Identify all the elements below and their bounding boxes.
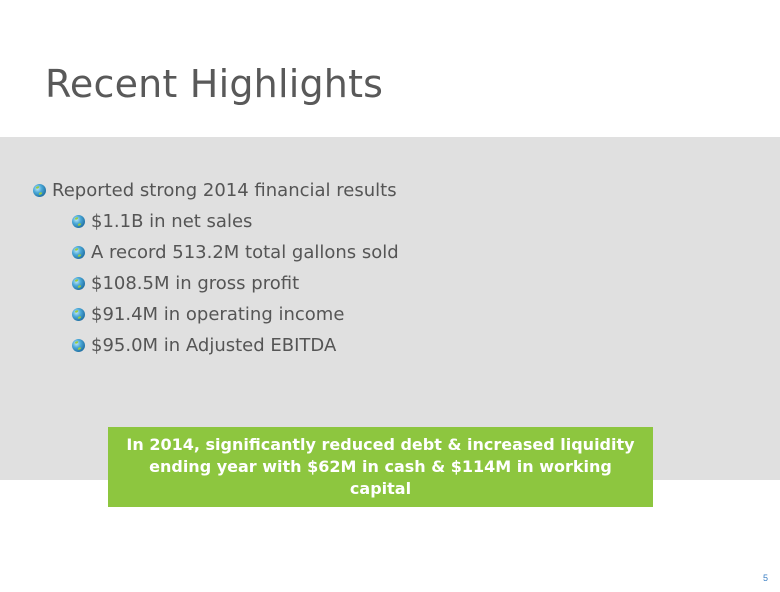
bullet-icon xyxy=(72,339,85,352)
page-number: 5 xyxy=(762,573,768,583)
slide-title: Recent Highlights xyxy=(45,62,384,106)
sub-bullet xyxy=(72,242,399,263)
sub-bullet-text: $1.1B in net sales xyxy=(91,211,253,232)
sub-bullet xyxy=(72,335,336,356)
sub-bullet xyxy=(72,211,252,232)
callout-text: In 2014, significantly reduced debt & increased liquidity ending year with $62M in cash & $114M in working capital xyxy=(126,435,635,498)
main-bullet-text: Reported strong 2014 financial results xyxy=(52,180,397,201)
highlight-callout xyxy=(108,427,653,507)
main-bullet xyxy=(33,180,397,201)
sub-bullet-text: A record 513.2M total gallons sold xyxy=(91,242,399,263)
bullet-icon xyxy=(72,215,85,228)
sub-bullet-text: $95.0M in Adjusted EBITDA xyxy=(91,335,337,356)
sub-bullet xyxy=(72,304,344,325)
bullet-icon xyxy=(72,308,85,321)
sub-bullet xyxy=(72,273,299,294)
sub-bullet-text: $91.4M in operating income xyxy=(91,304,345,325)
bullet-icon xyxy=(72,246,85,259)
bullet-icon xyxy=(33,184,46,197)
bullet-icon xyxy=(72,277,85,290)
sub-bullet-text: $108.5M in gross profit xyxy=(91,273,300,294)
